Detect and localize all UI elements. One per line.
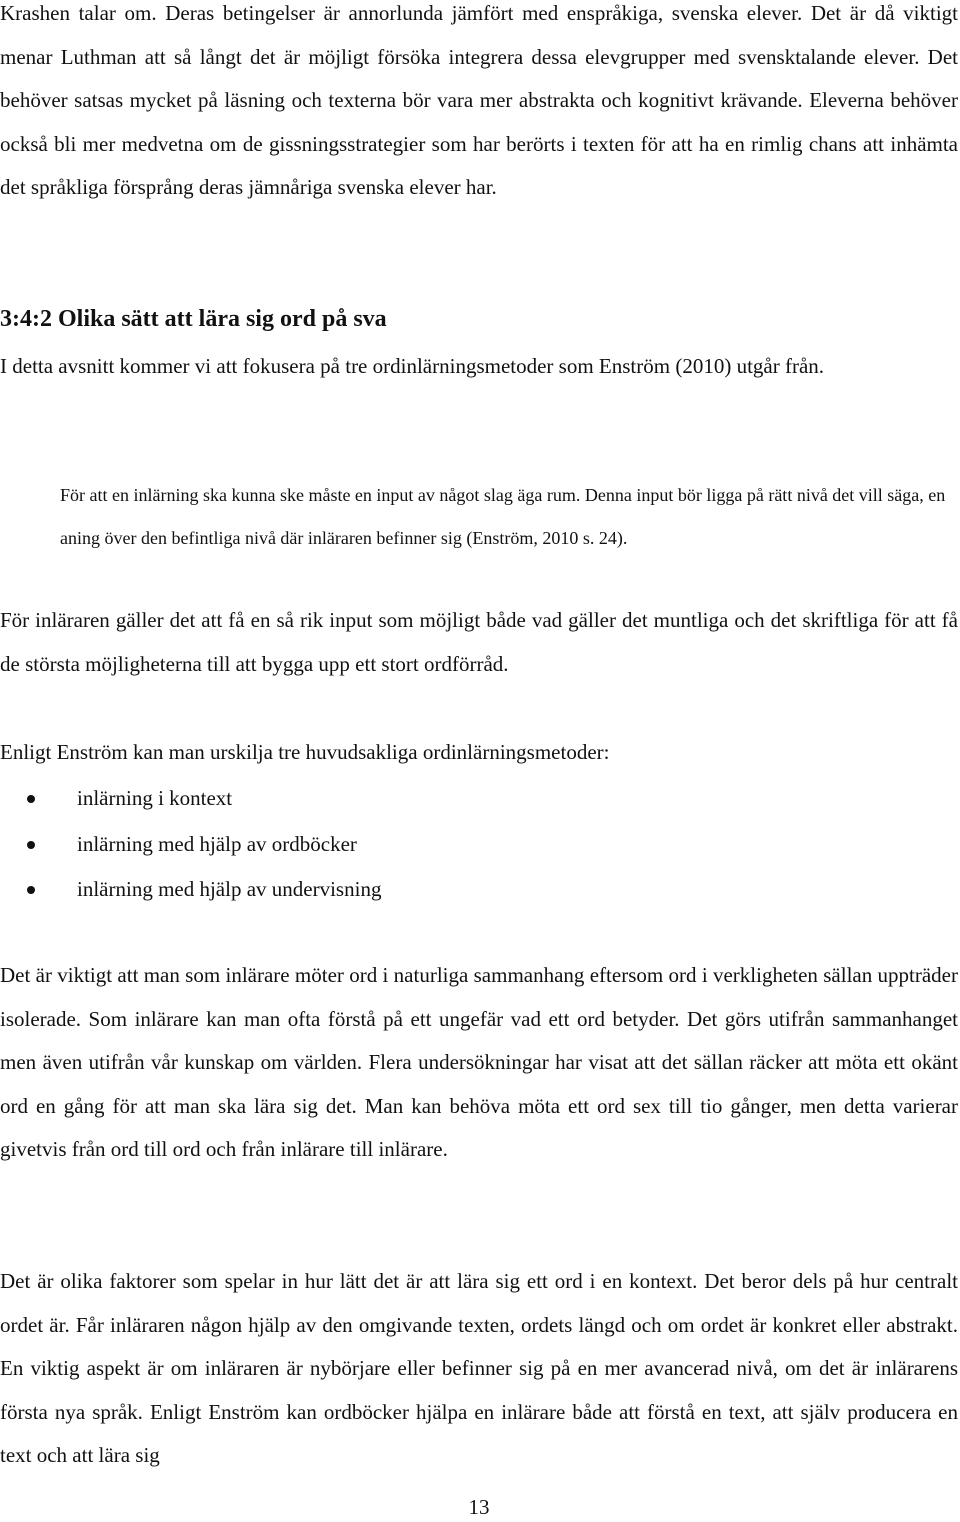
block-quote: För att en inlärning ska kunna ske måste en input av något slag äga rum. Denna input bör ligga på rätt nivå det vill säga, en aning över den befintliga nivå där inläraren befinner sig (Enström, 2010 s. 24). [60,485,946,548]
bullet-icon [27,841,35,849]
list-item [0,867,381,913]
list-item [0,776,381,822]
paragraph-input: För inläraren gäller det att få en så rik input som möjligt både vad gäller det muntliga och det skriftliga för att få de största möjligheterna till att bygga upp ett stort ordförråd. [0,608,958,676]
paragraph-section-intro: I detta avsnitt kommer vi att fokusera på tre ordinlärningsmetoder som Enström (2010) utgår från. [0,354,825,378]
paragraph-context-learning: Det är viktigt att man som inlärare möter ord i naturliga sammanhang eftersom ord i verkligheten sällan uppträder isolerade. Som inlärare kan man ofta förstå på ett ungefär vad ett ord betyder. Det görs utifrån sammanhanget men även utifrån vår kunskap om världen. Flera undersökningar har visat att det sällan räcker att möta ett okänt ord en gång för att man ska lära sig det. Man kan behöva möta ett ord sex till tio gånger, men detta varierar givetvis från ord till ord och från inlärare till inlärare. [0,963,958,1161]
list-item-text: inlärning med hjälp av ordböcker [77,831,357,856]
page-number: 13 [468,1495,490,1519]
paragraph-methods-intro: Enligt Enström kan man urskilja tre huvudsakliga ordinlärningsmetoder: [0,740,610,764]
section-heading: 3:4:2 Olika sätt att lära sig ord på sva [0,306,387,332]
bullet-icon [27,886,35,894]
methods-bullet-list [0,776,381,913]
bullet-icon [27,795,35,803]
list-item-text: inlärning med hjälp av undervisning [77,877,382,901]
list-item [0,822,381,868]
paragraph-factors: Det är olika faktorer som spelar in hur lätt det är att lära sig ett ord i en kontext. Det beror dels på hur centralt ordet är. Får inläraren någon hjälp av den omgivande texten, ordets längd och om ordet är konkret eller abstrakt. En viktig aspekt är om inläraren är nybörjare eller befinner sig på en mer avancerad nivå, om det är inlärarens första nya språk. Enligt Enström kan ordböcker hjälpa en inlärare både att förstå en text, att själv producera en text och att lära sig [0,1269,958,1467]
paragraph-krashen: Krashen talar om. Deras betingelser är annorlunda jämfört med enspråkiga, svenska elever. Det är då viktigt menar Luthman att så långt det är möjligt försöka integrera dessa elevgrupper med svensktalande elever. Det behöver satsas mycket på läsning och texterna bör vara mer abstrakta och kognitivt krävande. Eleverna behöver också bli mer medvetna om de gissningsstrategier som har berörts i texten för att ha en rimlig chans att inhämta det språkliga försprång deras jämnåriga svenska elever har. [0,1,958,199]
list-item-text: inlärning i kontext [77,786,233,810]
